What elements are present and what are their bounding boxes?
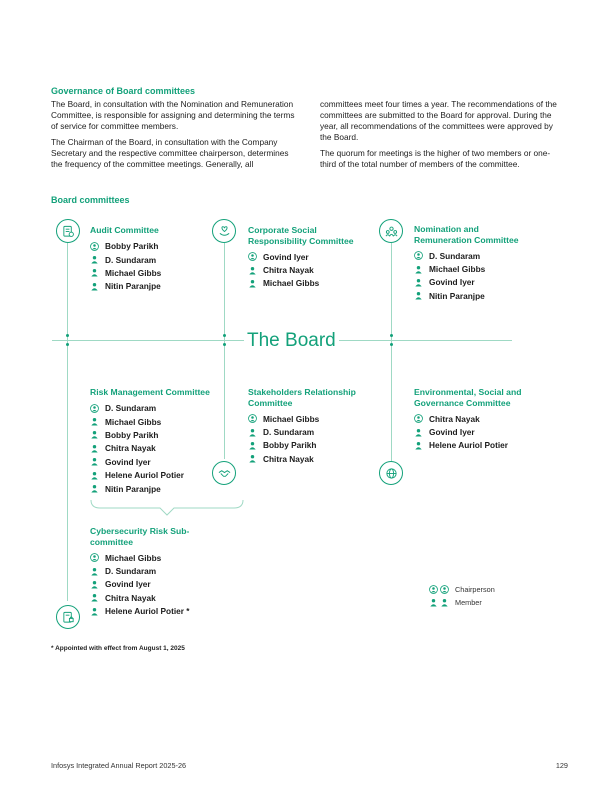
member-item	[248, 412, 368, 425]
chairperson-icon	[414, 251, 429, 260]
chairperson-icon	[90, 404, 105, 413]
member-item	[90, 442, 230, 455]
committee-title: Risk Management Committee	[90, 387, 210, 397]
member-name: Chitra Nayak	[105, 592, 156, 603]
member-item	[248, 452, 368, 465]
member-icon	[90, 484, 105, 493]
governance-paragraph: The quorum for meetings is the higher of two members or one-third of the total number of members of the committee.	[320, 148, 551, 169]
member-icon	[414, 441, 429, 450]
committee-title: Corporate Social Responsibility Committee	[248, 225, 354, 246]
chairperson-icon	[90, 242, 105, 251]
connector-line	[67, 243, 68, 601]
member-list	[248, 412, 368, 466]
nomination-committee	[414, 224, 524, 303]
member-name: Chitra Nayak	[429, 413, 480, 424]
member-name: Chitra Nayak	[105, 443, 156, 454]
page-number: 129	[555, 761, 568, 770]
member-item	[90, 455, 230, 468]
member-name: Michael Gibbs	[429, 264, 486, 275]
member-item	[414, 262, 524, 275]
secure-document-icon	[56, 605, 80, 629]
member-icon	[90, 268, 105, 277]
subcommittee-bracket	[90, 498, 245, 518]
member-item	[90, 266, 230, 279]
member-icon	[248, 454, 263, 463]
committee-title: Environmental, Social and Governance Committee	[414, 387, 522, 408]
member-icon	[248, 428, 263, 437]
chairperson-icon	[248, 414, 263, 423]
member-item	[90, 564, 190, 577]
member-item	[414, 425, 524, 438]
connector-line	[391, 243, 392, 463]
member-item	[90, 428, 230, 441]
member-name: Govind Iyer	[105, 579, 151, 590]
member-item	[248, 439, 368, 452]
board-committees-heading: Board committees	[51, 195, 130, 205]
chairperson-icon	[414, 414, 429, 423]
member-name: Nitin Paranjpe	[429, 290, 485, 301]
member-item	[414, 276, 524, 289]
footnote: * Appointed with effect from August 1, 2025	[51, 645, 185, 652]
node-dot	[390, 334, 393, 337]
member-icon	[429, 598, 455, 607]
node-dot	[66, 343, 69, 346]
member-list	[248, 250, 363, 290]
member-icon	[90, 282, 105, 291]
member-icon	[90, 580, 105, 589]
governance-paragraph: The Board, in consultation with the Nomination and Remuneration Committee, is responsible for assigning and determining the terms of service for committee members.	[51, 99, 295, 131]
member-name: D. Sundaram	[263, 427, 315, 438]
node-dot	[223, 334, 226, 337]
audit-document-icon	[56, 219, 80, 243]
member-item	[90, 468, 230, 481]
member-list	[90, 402, 230, 496]
legend-chairperson-label: Chairperson	[455, 585, 495, 594]
node-dot	[223, 343, 226, 346]
member-item	[90, 415, 230, 428]
member-name: Bobby Parikh	[105, 429, 159, 440]
risk-committee	[90, 387, 230, 495]
member-item	[90, 253, 230, 266]
member-icon	[248, 279, 263, 288]
governance-heading: Governance of Board committees	[51, 86, 196, 96]
member-name: Nitin Paranjpe	[105, 483, 161, 494]
csr-committee	[248, 225, 363, 290]
member-icon	[414, 291, 429, 300]
member-item	[414, 412, 524, 425]
footer-report-title: Infosys Integrated Annual Report 2025-26	[51, 761, 187, 770]
member-item	[90, 240, 230, 253]
member-name: D. Sundaram	[105, 566, 157, 577]
member-item	[414, 289, 524, 302]
member-icon	[248, 441, 263, 450]
member-list	[414, 412, 524, 452]
member-item	[414, 249, 524, 262]
node-dot	[390, 343, 393, 346]
member-item	[90, 402, 230, 415]
people-group-icon	[379, 219, 403, 243]
governance-paragraph: The Chairman of the Board, in consultation with the Company Secretary and the respective committee chairperson, determines the frequency of the committee meetings. Generally, all	[51, 137, 289, 169]
member-name: Michael Gibbs	[263, 413, 320, 424]
member-name: Chitra Nayak	[263, 453, 314, 464]
committee-title: Stakeholders Relationship Committee	[248, 387, 356, 408]
audit-committee	[90, 225, 230, 293]
legend-member-label: Member	[455, 598, 482, 607]
member-name: D. Sundaram	[105, 403, 157, 414]
governance-left-column	[51, 99, 301, 170]
member-item	[90, 578, 190, 591]
member-icon	[90, 593, 105, 602]
member-icon	[414, 278, 429, 287]
member-list	[90, 551, 190, 618]
board-title: The Board	[244, 330, 339, 352]
member-item	[414, 439, 524, 452]
member-item	[90, 280, 230, 293]
member-icon	[90, 457, 105, 466]
governance-right-column	[320, 99, 565, 170]
member-name: Helene Auriol Potier *	[105, 606, 190, 617]
member-name: Helene Auriol Potier	[105, 470, 184, 481]
member-item	[248, 277, 363, 290]
esg-committee	[414, 387, 524, 452]
member-item	[248, 263, 363, 276]
member-icon	[90, 471, 105, 480]
member-name: Govind Iyer	[105, 456, 151, 467]
member-name: Michael Gibbs	[105, 416, 162, 427]
member-list	[90, 240, 230, 294]
governance-paragraph: committees meet four times a year. The recommendations of the committees are submitted to the Board for approval. During the year, all recommendations of the committees were approved by the Board.	[320, 99, 557, 142]
legend-member	[429, 596, 495, 609]
member-name: Michael Gibbs	[105, 552, 162, 563]
member-name: Helene Auriol Potier	[429, 440, 508, 451]
member-item	[90, 551, 190, 564]
member-item	[90, 591, 190, 604]
globe-leaf-icon	[379, 461, 403, 485]
member-icon	[414, 428, 429, 437]
member-item	[248, 425, 368, 438]
member-icon	[90, 607, 105, 616]
chairperson-icon	[429, 585, 455, 594]
member-name: Michael Gibbs	[263, 278, 320, 289]
chairperson-icon	[248, 252, 263, 261]
member-icon	[248, 266, 263, 275]
member-icon	[90, 430, 105, 439]
committee-title: Cybersecurity Risk Sub-committee	[90, 526, 190, 547]
member-name: D. Sundaram	[105, 254, 157, 265]
legend-chairperson	[429, 583, 495, 596]
member-name: Bobby Parikh	[263, 440, 317, 451]
member-name: Bobby Parikh	[105, 241, 159, 252]
stakeholders-committee	[248, 387, 368, 466]
node-dot	[66, 334, 69, 337]
member-list	[414, 249, 524, 303]
member-name: Govind Iyer	[263, 251, 309, 262]
cybersecurity-subcommittee	[90, 526, 190, 618]
committee-title: Audit Committee	[90, 225, 159, 235]
member-item	[90, 605, 190, 618]
member-name: Govind Iyer	[429, 277, 475, 288]
legend	[429, 583, 495, 609]
member-name: Michael Gibbs	[105, 267, 162, 278]
member-icon	[90, 255, 105, 264]
member-name: Nitin Paranjpe	[105, 281, 161, 292]
member-icon	[90, 567, 105, 576]
chairperson-icon	[90, 553, 105, 562]
member-name: Govind Iyer	[429, 427, 475, 438]
committee-title: Nomination and Remuneration Committee	[414, 224, 519, 245]
member-icon	[90, 444, 105, 453]
member-name: Chitra Nayak	[263, 265, 314, 276]
member-icon	[414, 265, 429, 274]
member-item	[248, 250, 363, 263]
member-icon	[90, 417, 105, 426]
member-item	[90, 482, 230, 495]
member-name: D. Sundaram	[429, 250, 481, 261]
